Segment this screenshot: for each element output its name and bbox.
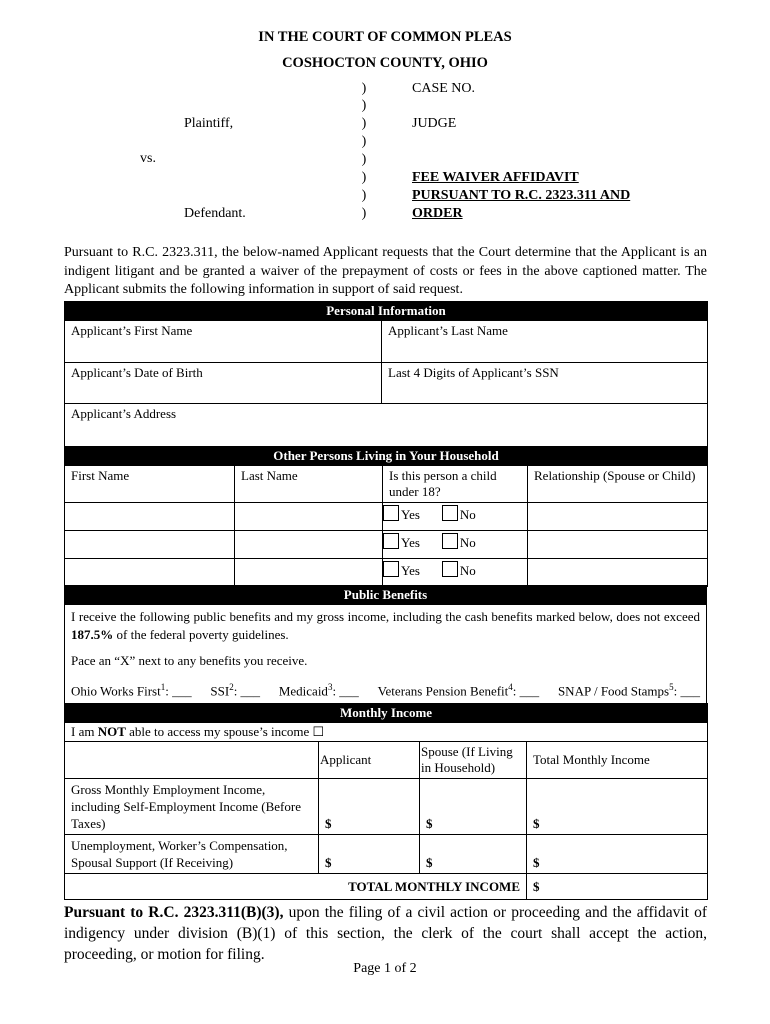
affidavit-title-line: FEE WAIVER AFFIDAVIT (412, 170, 579, 185)
total-other-input[interactable]: $ (527, 835, 708, 874)
row-employment-income: Gross Monthly Employment Income, including Self-Employment Income (Before Taxes) (65, 779, 319, 835)
judge-label: JUDGE (412, 116, 457, 131)
address-label: Applicant’s Address (71, 406, 177, 421)
caption-paren: ) (361, 170, 367, 185)
affidavit-title-line: ORDER (412, 206, 463, 221)
yes-checkbox[interactable] (383, 561, 399, 577)
county-title: COSHOCTON COUNTY, OHIO (282, 55, 488, 71)
col-relationship: Relationship (Spouse or Child) (528, 466, 708, 503)
no-checkbox[interactable] (442, 533, 458, 549)
benefits-instruction: Pace an “X” next to any benefits you receive. (71, 653, 308, 668)
no-label: No (459, 535, 476, 550)
household-first-name-input[interactable] (65, 531, 235, 559)
caption-paren: ) (361, 188, 367, 203)
benefits-heading: Public Benefits (65, 586, 707, 605)
caption-paren: ) (361, 134, 367, 149)
col-first-name: First Name (65, 466, 235, 503)
col-spouse: Spouse (If Living in Household) (420, 742, 527, 779)
caption-paren: ) (361, 116, 367, 131)
yes-label: Yes (401, 535, 420, 550)
no-label: No (459, 507, 476, 522)
household-last-name-input[interactable] (235, 503, 383, 531)
caption-paren: ) (361, 152, 367, 167)
dob-label: Applicant’s Date of Birth (71, 365, 203, 380)
household-last-name-input[interactable] (235, 559, 383, 587)
court-title: IN THE COURT OF COMMON PLEAS (258, 29, 512, 45)
benefits-table (64, 585, 707, 705)
spouse-income-checkbox[interactable]: I am NOT able to access my spouse’s income ☐ (65, 723, 708, 742)
household-last-name-input[interactable] (235, 531, 383, 559)
benefit-medicaid[interactable]: Medicaid$^3$: ___ (278, 682, 359, 699)
plaintiff-label: Plaintiff, (184, 116, 234, 131)
yes-label: Yes (401, 507, 420, 522)
last-name-label: Applicant’s Last Name (388, 323, 508, 338)
case-no-label: CASE NO. (412, 81, 476, 96)
household-heading: Other Persons Living in Your Household (65, 447, 708, 466)
benefits-statement: I receive the following public benefits and my gross income, including the cash benefits marked below, does not exceed 187.5% of the federal poverty guidelines. (71, 609, 700, 642)
applicant-other-input[interactable]: $ (319, 835, 420, 874)
yes-checkbox[interactable] (383, 533, 399, 549)
col-child-under-18: Is this person a child under 18? (383, 466, 528, 503)
defendant-label: Defendant. (184, 206, 246, 221)
applicant-employment-input[interactable]: $ (319, 779, 420, 835)
last-name-field[interactable] (382, 321, 708, 363)
benefit-ohio-works-first[interactable]: Ohio Works First$^1$: ___ (71, 682, 192, 699)
benefit-ssi[interactable]: SSI$^2$: ___ (210, 682, 261, 699)
footer-paragraph: Pursuant to R.C. 2323.311(B)(3), upon the filing of a civil action or proceeding and the affidavit of indigency under division (B)(1) of this section, the clerk of the court shall accept the action, proceeding, or motion for filing. (64, 904, 707, 963)
ssn-field[interactable] (382, 363, 708, 404)
col-applicant: Applicant (319, 742, 420, 779)
col-last-name: Last Name (235, 466, 383, 503)
no-checkbox[interactable] (442, 561, 458, 577)
benefit-snap[interactable]: SNAP / Food Stamps$^5$: ___ (557, 682, 700, 699)
total-monthly-income-label: TOTAL MONTHLY INCOME (65, 874, 527, 900)
ssn-label: Last 4 Digits of Applicant’s SSN (388, 365, 559, 380)
yes-label: Yes (401, 563, 420, 578)
spouse-other-input[interactable]: $ (420, 835, 527, 874)
income-table (64, 703, 708, 900)
intro-paragraph: Pursuant to R.C. 2323.311, the below-named Applicant requests that the Court determine that the Applicant is an indigent litigant and be granted a waiver of the prepayment of costs or fees in the above captioned matter. The Applicant submits the following information in support of said request. (64, 245, 707, 297)
benefits-list (71, 678, 700, 700)
household-first-name-input[interactable] (65, 559, 235, 587)
caption-paren: ) (361, 98, 367, 113)
household-table (64, 446, 708, 587)
personal-info-table (64, 301, 708, 447)
caption-paren: ) (361, 81, 367, 96)
page-number: Page 1 of 2 (353, 961, 417, 976)
row-other-income: Unemployment, Worker’s Compensation, Spousal Support (If Receiving) (65, 835, 319, 874)
dob-field[interactable] (65, 363, 382, 404)
vs-label: vs. (140, 151, 156, 166)
address-field[interactable] (65, 404, 708, 447)
caption-paren: ) (361, 206, 367, 221)
total-employment-input[interactable]: $ (527, 779, 708, 835)
affidavit-title-line: PURSUANT TO R.C. 2323.311 AND (412, 188, 631, 203)
first-name-field[interactable] (65, 321, 382, 363)
no-checkbox[interactable] (442, 505, 458, 521)
no-label: No (459, 563, 476, 578)
benefit-veterans-pension[interactable]: Veterans Pension Benefit$^4$: ___ (377, 682, 540, 699)
household-first-name-input[interactable] (65, 503, 235, 531)
household-relationship-input[interactable] (528, 559, 708, 587)
personal-info-heading: Personal Information (65, 302, 708, 321)
total-monthly-income-input[interactable]: $ (527, 874, 708, 900)
spouse-employment-input[interactable]: $ (420, 779, 527, 835)
first-name-label: Applicant’s First Name (71, 323, 193, 338)
yes-checkbox[interactable] (383, 505, 399, 521)
col-total-monthly: Total Monthly Income (527, 742, 708, 779)
household-relationship-input[interactable] (528, 531, 708, 559)
income-heading: Monthly Income (65, 704, 708, 723)
household-relationship-input[interactable] (528, 503, 708, 531)
